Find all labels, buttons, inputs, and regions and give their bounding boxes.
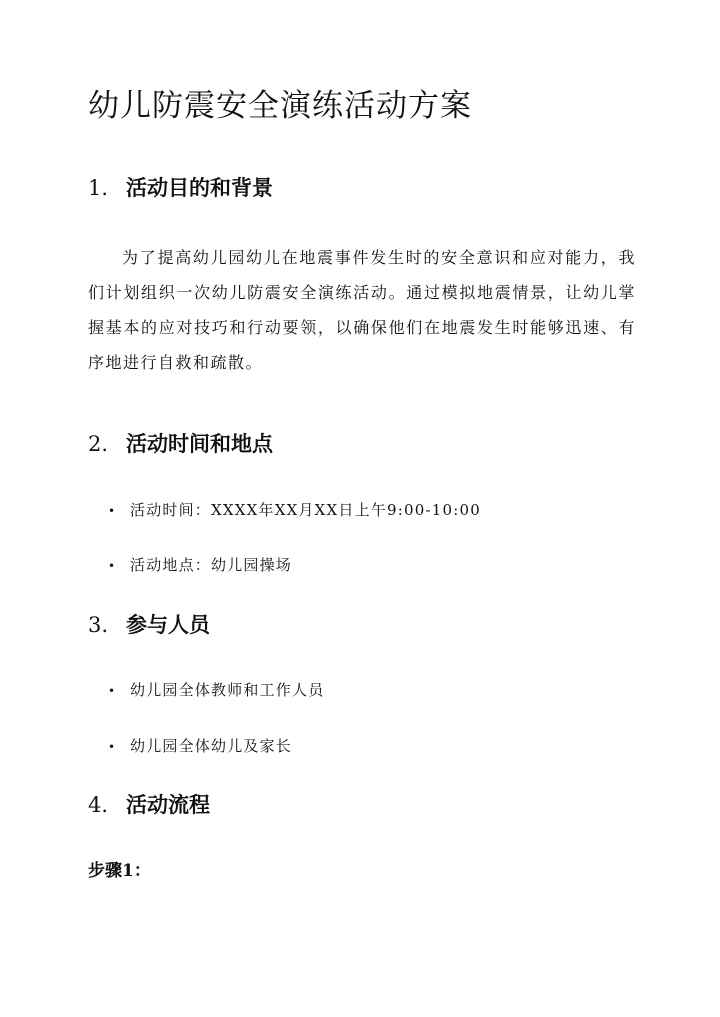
section-title: 活动流程: [126, 792, 210, 817]
list-item-text: 幼儿园全体幼儿及家长: [130, 737, 293, 755]
section-number: 1.: [88, 176, 109, 200]
section-title: 参与人员: [126, 612, 210, 637]
bullet-icon: •: [108, 684, 117, 698]
bullet-icon: •: [108, 559, 117, 573]
section-heading-purpose: [88, 173, 273, 203]
list-item: [108, 678, 324, 703]
list-item: [108, 553, 292, 578]
section-heading-participants: [88, 610, 210, 640]
section-heading-time-place: [88, 429, 273, 459]
section-title: 活动时间和地点: [126, 431, 273, 456]
section-paragraph: 为了提高幼儿园幼儿在地震事件发生时的安全意识和应对能力，我们计划组织一次幼儿防震安全演练活动。通过模拟地震情景，让幼儿掌握基本的应对技巧和行动要领，以确保他们在地震发生时能够迅速、有序地进行自救和疏散。: [88, 248, 636, 372]
section-number: 3.: [88, 613, 109, 637]
bullet-icon: •: [108, 740, 117, 754]
bullet-icon: •: [108, 504, 117, 518]
list-item: [108, 734, 292, 759]
step-label: 步骤1：: [88, 861, 151, 881]
document-title: 幼儿防震安全演练活动方案: [88, 88, 472, 124]
section-title: 活动目的和背景: [126, 175, 273, 200]
list-item-text: 活动时间：XXXX年XX月XX日上午9:00-10:00: [130, 501, 482, 519]
list-item: [108, 498, 481, 523]
section-number: 2.: [88, 432, 109, 456]
section-heading-process: [88, 790, 210, 820]
section-number: 4.: [88, 793, 109, 817]
list-item-text: 幼儿园全体教师和工作人员: [130, 681, 325, 699]
list-item-text: 活动地点：幼儿园操场: [130, 556, 293, 574]
